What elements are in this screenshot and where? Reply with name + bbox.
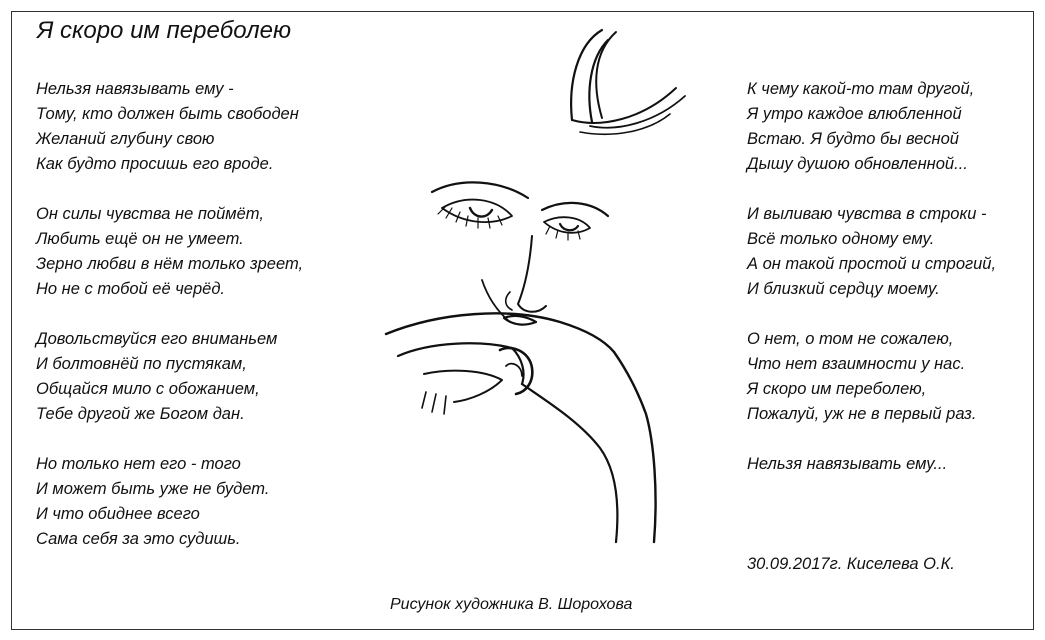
drawing-caption: Рисунок художника В. Шорохова	[390, 596, 633, 613]
poem-line: Но только нет его - того	[36, 455, 241, 473]
poem-line: Встаю. Я будто бы весной	[747, 130, 959, 148]
nose-icon	[506, 292, 512, 310]
eye-icon	[442, 200, 512, 223]
poem-line: И может быть уже не будет.	[36, 480, 270, 498]
poem-line: Желаний глубину свою	[36, 130, 215, 148]
nose-icon	[518, 236, 546, 312]
poem-line: И что обиднее всего	[36, 505, 200, 523]
poem-line: Всё только одному ему.	[747, 230, 935, 248]
poem-line: Любить ещё он не умеет.	[36, 230, 244, 248]
finger-icon	[506, 364, 522, 376]
poem-line: И болтовнёй по пустякам,	[36, 355, 247, 373]
stanza-gap	[747, 177, 996, 202]
poem-line: Но не с тобой её черёд.	[36, 280, 226, 298]
poem-line: Дышу душою обновленной...	[747, 155, 968, 173]
poem-line: Общайся мило с обожанием,	[36, 380, 260, 398]
arm-outline-icon	[522, 384, 617, 542]
stanza-gap	[747, 427, 996, 452]
stanza-gap	[36, 302, 303, 327]
eye-icon	[560, 224, 578, 230]
poem-line: Нельзя навязывать ему...	[747, 455, 948, 473]
line-art-woman-face-icon	[380, 22, 710, 582]
stanza-gap	[36, 177, 303, 202]
arm-outline-icon	[614, 352, 656, 542]
stanza-gap	[36, 427, 303, 452]
hair-strand-icon	[589, 40, 608, 122]
poem-line: И близкий сердцу моему.	[747, 280, 940, 298]
poem-line: А он такой простой и строгий,	[747, 255, 997, 273]
poem-line: Зерно любви в нём только зреет,	[36, 255, 304, 273]
poem-line: К чему какой-то там другой,	[747, 80, 975, 98]
poem-line: О нет, о том не сожалею,	[747, 330, 954, 348]
lips-icon	[504, 316, 536, 325]
finger-icon	[422, 392, 446, 414]
stanza-gap	[747, 527, 996, 552]
poem-line: Нельзя навязывать ему -	[36, 80, 234, 98]
stanza-gap	[747, 302, 996, 327]
eyebrow-icon	[432, 182, 528, 198]
poem-line: Сама себя за это судишь.	[36, 530, 241, 548]
poem-line: Я утро каждое влюбленной	[747, 105, 962, 123]
poem-line: Тому, кто должен быть свободен	[36, 105, 299, 123]
poem-line: Он силы чувства не поймёт,	[36, 205, 264, 223]
left-poem-column	[36, 77, 303, 552]
eyebrow-icon	[542, 203, 608, 216]
signature: 30.09.2017г. Киселева О.К.	[747, 555, 955, 573]
poem-line: Довольствуйся его вниманьем	[36, 330, 278, 348]
hair-strand-icon	[596, 32, 616, 118]
poem-line: Я скоро им переболею,	[747, 380, 927, 398]
poem-line: И выливаю чувства в строки -	[747, 205, 987, 223]
poem-title: Я скоро им переболею	[37, 17, 292, 44]
hair-strand-icon	[572, 88, 676, 123]
poem-line: Что нет взаимности у нас.	[747, 355, 966, 373]
stanza-gap	[747, 477, 996, 502]
right-poem-column	[747, 77, 996, 577]
poem-line: Тебе другой же Богом дан.	[36, 405, 245, 423]
poem-line: Пожалуй, уж не в первый раз.	[747, 405, 977, 423]
stanza-gap	[747, 502, 996, 527]
poem-line: Как будто просишь его вроде.	[36, 155, 274, 173]
eye-icon	[470, 208, 492, 217]
